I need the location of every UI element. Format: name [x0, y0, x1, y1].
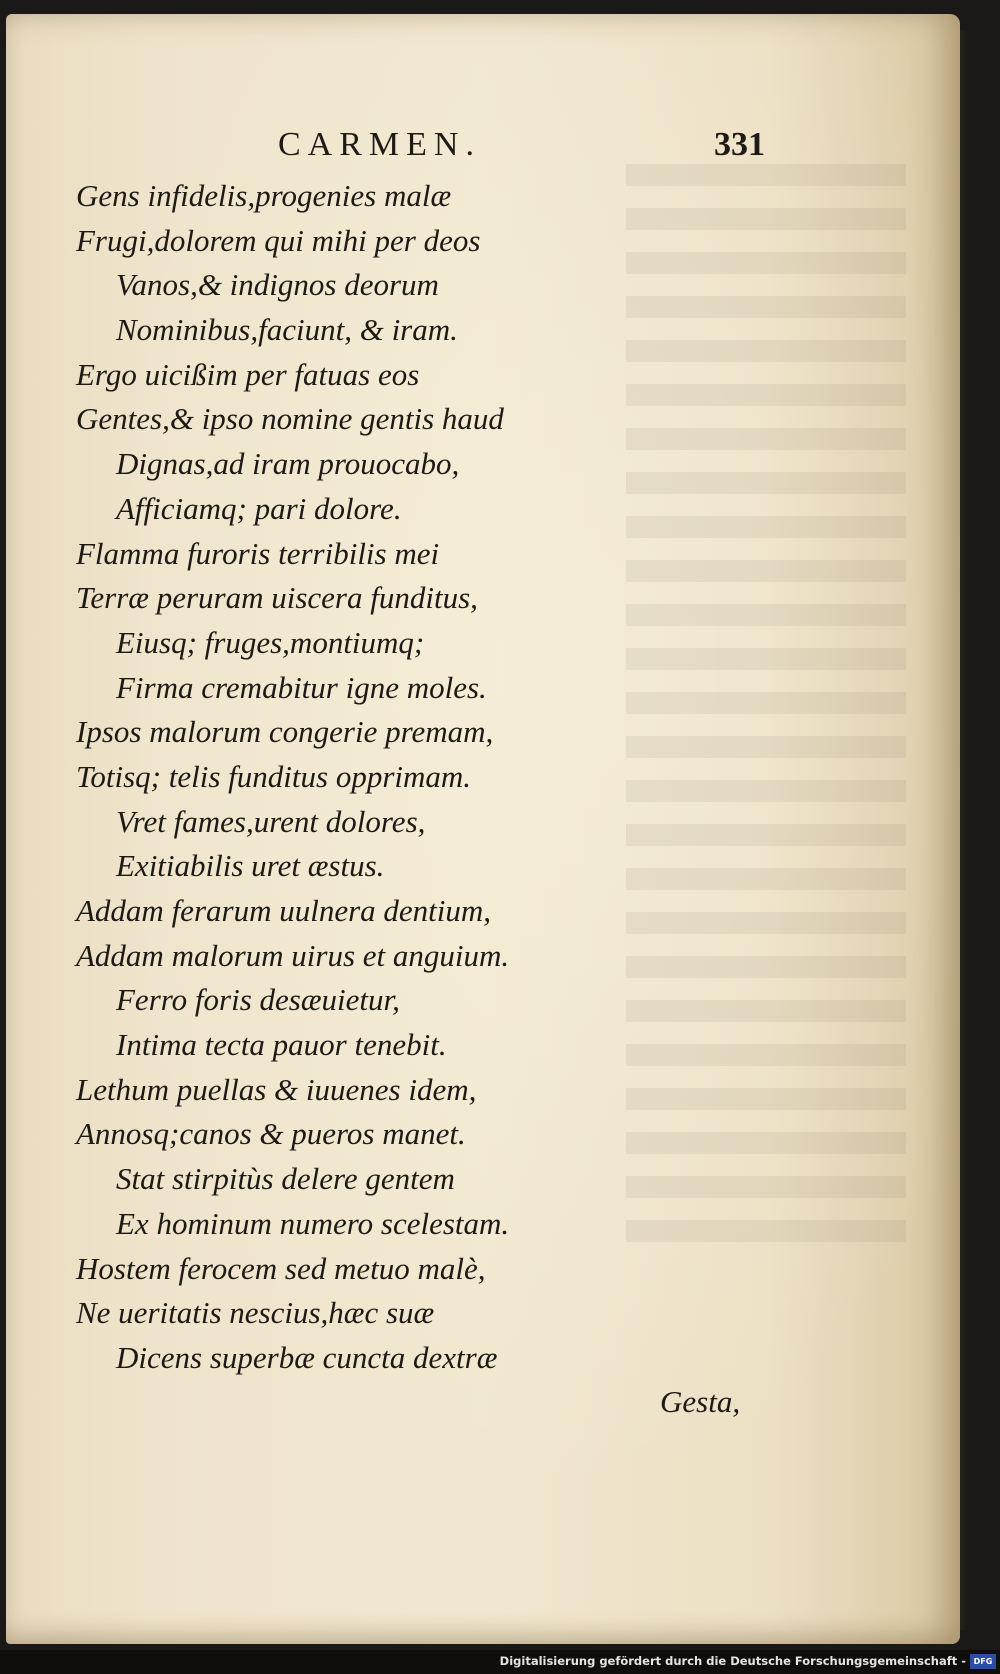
verse-line: Intima tecta pauor tenebit.	[116, 1027, 447, 1063]
verse-line: Gentes,& ipso nomine gentis haud	[76, 401, 504, 437]
dfg-logo-icon: DFG	[970, 1654, 996, 1669]
book-page	[6, 14, 960, 1644]
verse-line: Nominibus,faciunt, & iram.	[116, 312, 458, 348]
verse-line: Annosq;canos & pueros manet.	[76, 1116, 466, 1152]
verse-line: Gens infidelis,progenies malæ	[76, 178, 452, 213]
catchword: Gesta,	[660, 1384, 741, 1419]
verse-line: Afficiamq; pari dolore.	[116, 490, 402, 526]
verse-line: Eiusq; fruges,montiumq;	[116, 624, 425, 660]
verse-line: Lethum puellas & iuuenes idem,	[76, 1071, 477, 1107]
verse-line: Terræ peruram uiscera funditus,	[76, 580, 478, 616]
page-number: 331	[714, 126, 765, 163]
verse-line: Vanos,& indignos deorum	[116, 267, 439, 303]
verse-line: Totisq; telis funditus opprimam.	[76, 758, 472, 794]
verse-line: Ferro foris desæuietur,	[116, 982, 400, 1018]
verse-line: Stat stirpitùs delere gentem	[116, 1161, 455, 1197]
verse-line: Firma cremabitur igne moles.	[116, 669, 487, 705]
poem-text	[76, 174, 756, 1381]
digitization-footer	[0, 1650, 1000, 1674]
page-header	[6, 126, 960, 166]
verse-line: Exitiabilis uret æstus.	[116, 848, 385, 884]
verse-line: Addam ferarum uulnera dentium,	[76, 893, 492, 928]
verse-line: Dignas,ad iram prouocabo,	[116, 446, 460, 482]
verse-line: Ne ueritatis nescius,hæc suæ	[76, 1295, 435, 1331]
funding-credit: Digitalisierung gefördert durch die Deutsche Forschungsgemeinschaft -	[499, 1654, 966, 1668]
verse-line: Flamma furoris terribilis mei	[76, 535, 440, 571]
running-head: CARMEN.	[278, 126, 481, 163]
verse-line: Frugi,dolorem qui mihi per deos	[76, 222, 481, 258]
verse-line: Ergo uicißim per fatuas eos	[76, 356, 420, 392]
verse-line: Ipsos malorum congerie premam,	[76, 714, 494, 750]
verse-line: Addam malorum uirus et anguium.	[76, 937, 510, 973]
verse-line: Vret fames,urent dolores,	[116, 803, 426, 839]
verse-line: Ex hominum numero scelestam.	[116, 1205, 510, 1241]
verse-line: Hostem ferocem sed metuo malè,	[76, 1250, 486, 1286]
verse-line: Dicens superbæ cuncta dextræ	[116, 1339, 498, 1375]
